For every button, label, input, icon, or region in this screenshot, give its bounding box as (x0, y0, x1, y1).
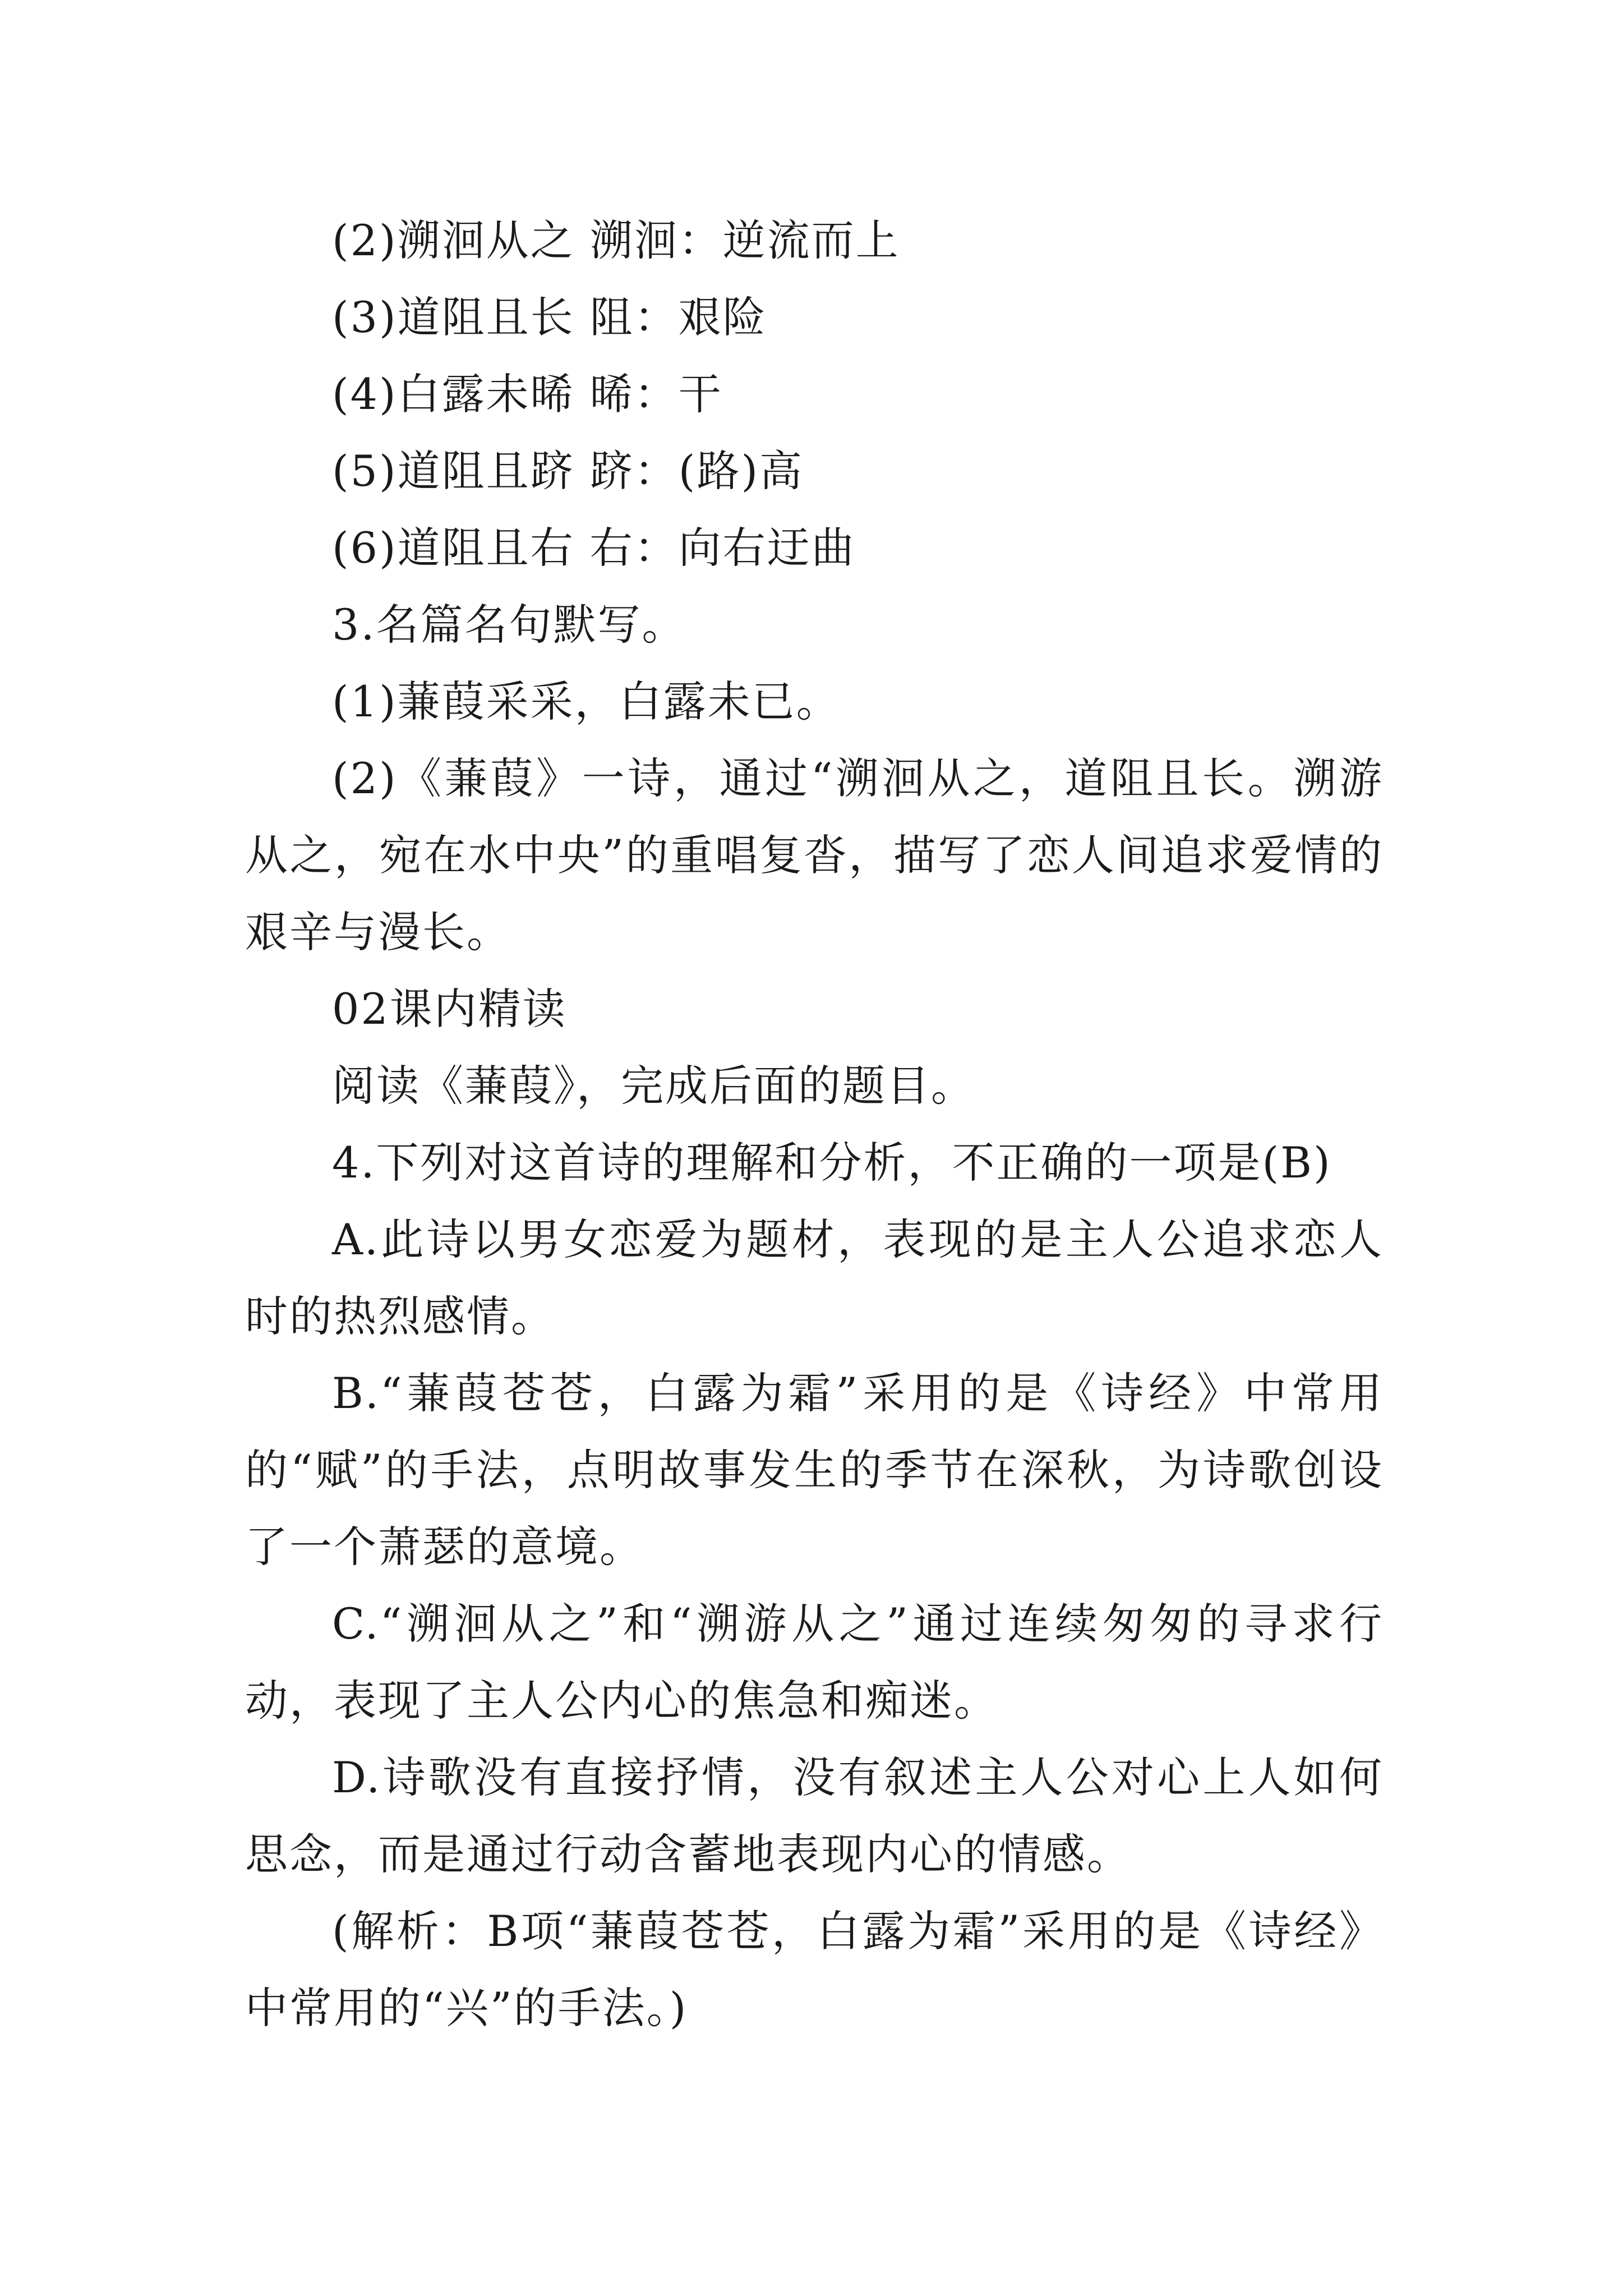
question-3-item-1: (1)蒹葭采采，白露未已。 (332, 677, 841, 726)
answer-explanation: (解析：B项“蒹葭苍苍，白露为霜”采用的是《诗经》中常用的“兴”的手法。) (245, 1906, 1384, 2033)
question-3-heading: 3.名篇名句默写。 (332, 600, 686, 650)
section-heading: 02课内精读 (332, 984, 567, 1034)
question-4-stem: 4.下列对这首诗的理解和分析，不正确的一项是(B) (332, 1138, 1332, 1188)
option-d: D.诗歌没有直接抒情，没有叙述主人公对心上人如何思念，而是通过行动含蓄地表现内心的情感。 (245, 1752, 1384, 1879)
reading-instruction: 阅读《蒹葭》，完成后面的题目。 (332, 1061, 975, 1111)
note-item-6: (6)道阻且右 右：向右迂曲 (332, 523, 856, 573)
note-item-4: (4)白露未晞 晞：干 (332, 369, 723, 419)
document-body (245, 202, 1384, 2046)
option-c: C.“溯洄从之”和“溯游从之”通过连续匆匆的寻求行动，表现了主人公内心的焦急和痴迷。 (245, 1599, 1384, 1726)
option-b: B.“蒹葭苍苍，白露为霜”采用的是《诗经》中常用的“赋”的手法，点明故事发生的季节在深秋，为诗歌创设了一个萧瑟的意境。 (245, 1368, 1384, 1572)
note-item-3: (3)道阻且长 阻：艰险 (332, 292, 767, 342)
note-item-5: (5)道阻且跻 跻：(路)高 (332, 446, 804, 496)
question-3-item-2: (2)《蒹葭》一诗，通过“溯洄从之，道阻且长。溯游从之，宛在水中央”的重唱复沓，描写了恋人间追求爱情的艰辛与漫长。 (245, 753, 1384, 957)
option-a: A.此诗以男女恋爱为题材，表现的是主人公追求恋人时的热烈感情。 (245, 1214, 1384, 1341)
note-item-2: (2)溯洄从之 溯洄：逆流而上 (332, 215, 900, 265)
